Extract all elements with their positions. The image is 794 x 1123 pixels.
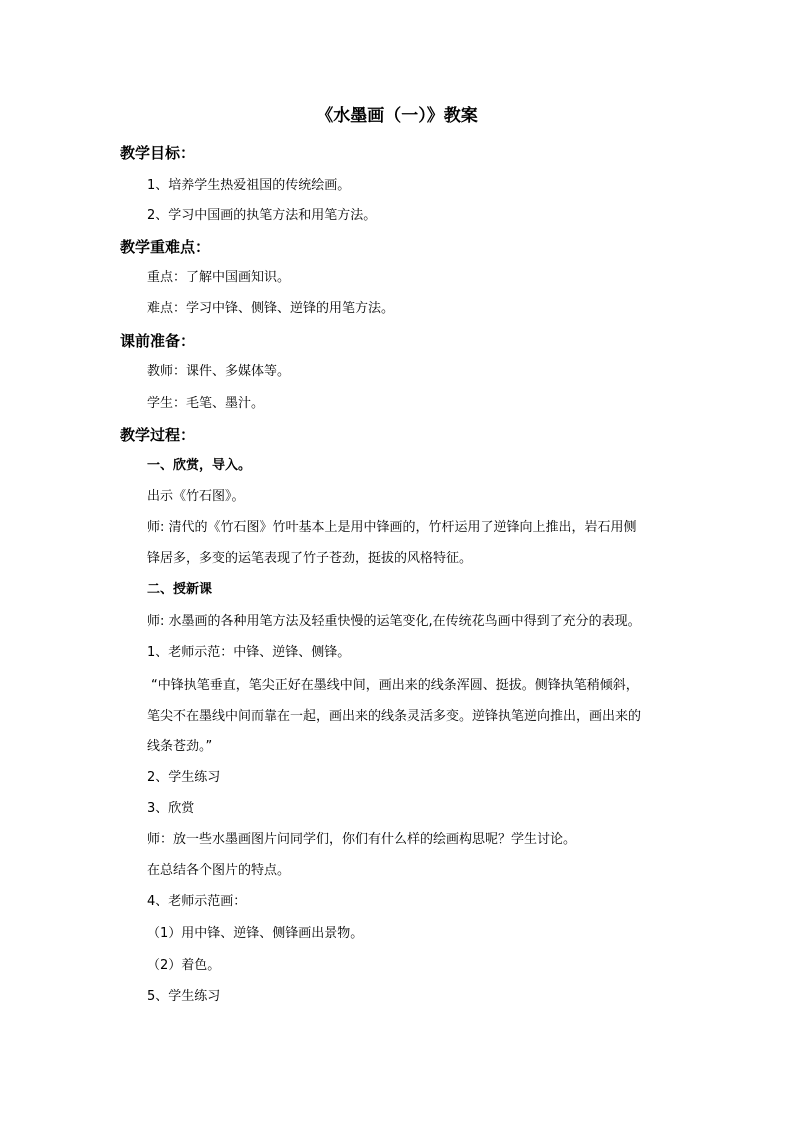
section-heading-key-points: 教学重难点： — [120, 238, 211, 256]
process-part2-heading: 二、授新课 — [147, 582, 213, 597]
process-part2-line-demo-painting: 4、老师示范画： — [147, 894, 247, 909]
goal-item-1: 1、培养学生热爱祖国的传统绘画。 — [147, 178, 351, 193]
process-part2-quote-line-3: 线条苍劲。” — [147, 739, 213, 754]
process-part2-line-teacher-question: 师：放一些水墨画图片问同学们，你们有什么样的绘画构思呢？学生讨论。 — [147, 832, 577, 847]
process-part2-quote-line-1: “中锋执笔垂直，笔尖正好在墨线中间，画出来的线条浑圆、挺拔。侧锋执笔稍倾斜， — [151, 678, 639, 693]
section-heading-preparation: 课前准备： — [120, 332, 196, 350]
preparation-item-1: 教师：课件、多媒体等。 — [147, 364, 291, 379]
process-part2-quote-line-2: 笔尖不在墨线中间而靠在一起，画出来的线条灵活多变。逆锋执笔逆向推出，画出来的 — [147, 709, 642, 724]
process-part2-line-step-2: （2）着色。 — [147, 958, 221, 973]
process-part2-line-summary: 在总结各个图片的特点。 — [147, 863, 291, 878]
process-part1-line-1: 出示《竹石图》。 — [147, 489, 245, 504]
process-part2-line-1: 师: 水墨画的各种用笔方法及轻重快慢的运笔变化,在传统花鸟画中得到了充分的表现。 — [147, 614, 641, 629]
key-point-item-1: 重点：了解中国画知识。 — [147, 270, 291, 285]
process-part2-line-2: 1、老师示范：中锋、逆锋、侧锋。 — [147, 645, 351, 660]
process-part2-line-step-1: （1）用中锋、逆锋、侧锋画出景物。 — [147, 926, 364, 941]
key-point-item-2: 难点：学习中锋、侧锋、逆锋的用笔方法。 — [147, 301, 395, 316]
section-heading-goals: 教学目标： — [120, 144, 196, 162]
document-title: 《水墨画（一）》教案 — [316, 106, 478, 126]
process-part2-line-practice: 5、学生练习 — [147, 989, 221, 1004]
section-heading-process: 教学过程： — [120, 426, 196, 444]
preparation-item-2: 学生：毛笔、墨汁。 — [147, 396, 265, 411]
process-part2-line-appreciation: 3、欣赏 — [147, 801, 195, 816]
process-part1-heading: 一、欣赏，导入。 — [147, 458, 252, 473]
process-part2-line-student-practice: 2、学生练习 — [147, 770, 221, 785]
process-part1-line-2: 师: 清代的《竹石图》竹叶基本上是用中锋画的，竹杆运用了逆锋向上推出，岩石用侧 — [147, 520, 637, 535]
process-part1-line-3: 锋居多，多变的运笔表现了竹子苍劲，挺拔的风格特征。 — [147, 551, 473, 566]
goal-item-2: 2、学习中国画的执笔方法和用笔方法。 — [147, 208, 377, 223]
